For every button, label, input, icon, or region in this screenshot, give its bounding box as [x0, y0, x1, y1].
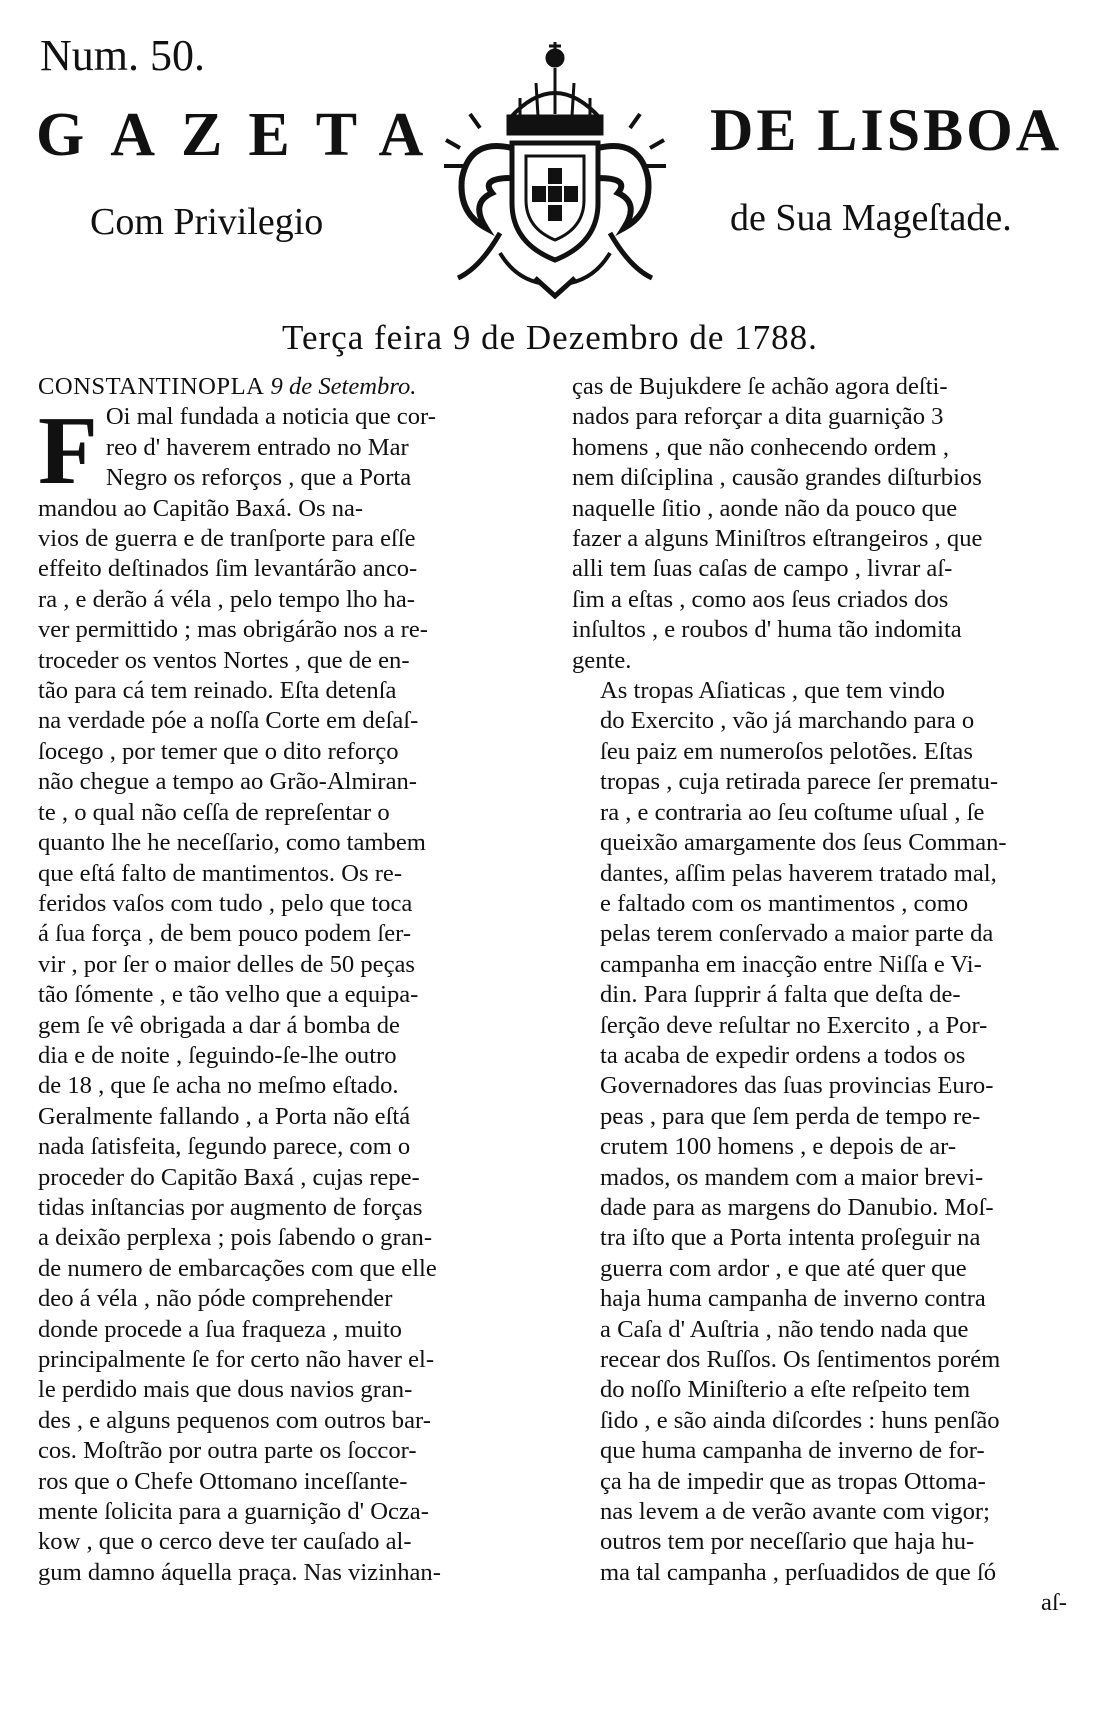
text-line: de 18 , que ſe acha no meſmo eſtado. — [38, 1072, 399, 1100]
right-column — [572, 372, 1067, 1619]
place-name: CONSTANTINOPLA — [38, 373, 265, 400]
text-line: donde procede a ſua fraqueza , muito — [38, 1315, 402, 1343]
text-line: nados para reforçar a dita guarnição 3 — [572, 403, 944, 431]
text-line: vios de guerra e de tranſporte para eſſe — [38, 525, 416, 553]
text-line: ſerção deve reſultar no Exercito , a Por- — [600, 1011, 988, 1039]
paragraph-1 — [38, 397, 548, 1588]
text-line: homens , que não conhecendo ordem , — [572, 433, 949, 461]
text-line: a deixão perplexa ; pois ſabendo o gran- — [38, 1224, 433, 1252]
text-line: ças de Bujukdere ſe achão agora deſti- — [572, 373, 948, 400]
text-line: Negro os reforços , que a Porta — [105, 464, 412, 492]
text-line: te , o qual não ceſſa de repreſentar o — [38, 798, 390, 826]
text-line: ros que o Chefe Ottomano inceſſante- — [38, 1467, 408, 1495]
privilege-right: de Sua Mageſtade. — [730, 197, 1012, 239]
left-column — [38, 372, 548, 1588]
text-line: mente ſolicita para a guarnição d' Ocza- — [38, 1498, 429, 1526]
text-line: nem diſciplina , causão grandes diſturbios — [572, 464, 982, 492]
text-line: fazer a alguns Miniſtros eſtrangeiros , que — [572, 525, 983, 553]
text-line: de numero de embarcações com que elle — [38, 1254, 437, 1282]
text-line: á ſua força , de bem pouco podem ſer- — [38, 920, 412, 948]
text-line: alli tem ſuas caſas de campo , livrar aſ- — [572, 555, 953, 583]
text-line: naquelle ſitio , aonde não da pouco que — [572, 494, 958, 522]
text-line: troceder os ventos Nortes , que de en- — [38, 646, 410, 674]
text-line: inſultos , e roubos d' huma tão indomita — [572, 616, 962, 644]
text-line: tropas , cuja retirada parece ſer prematu- — [600, 768, 999, 796]
issue-date: Terça feira 9 de Dezembro de 1788. — [282, 318, 818, 357]
text-line: ça ha de impedir que as tropas Ottoma- — [600, 1467, 986, 1495]
masthead-title-right: DE LISBOA — [710, 97, 1063, 163]
text-line: principalmente ſe for certo não haver el- — [38, 1346, 435, 1373]
text-line: ſocego , por temer que o dito reforço — [38, 737, 399, 765]
text-line: des , e alguns pequenos com outros bar- — [38, 1406, 431, 1434]
text-line: recear dos Ruſſos. Os ſentimentos porém — [600, 1346, 1001, 1373]
text-line: ſim a eſtas , como aos ſeus criados dos — [572, 585, 949, 613]
text-line: nada ſatisfeita, ſegundo parece, com o — [38, 1133, 411, 1161]
text-line: Oi mal fundada a noticia que cor- — [105, 403, 436, 431]
place-date: 9 de Setembro. — [270, 373, 417, 400]
text-line: a Caſa d' Auſtria , não tendo nada que — [600, 1315, 969, 1343]
text-line: campanha em inacção entre Niſſa e Vi- — [600, 950, 982, 978]
text-line: Governadores das ſuas provincias Euro- — [600, 1072, 994, 1100]
issue-number: Num. 50. — [40, 31, 205, 80]
text-line: do Exercito , vão já marchando para o — [600, 707, 975, 735]
article-heading — [38, 372, 548, 402]
text-line: le perdido mais que dous navios gran- — [38, 1376, 413, 1404]
text-line: do noſſo Miniſterio a eſte reſpeito tem — [600, 1376, 971, 1404]
text-line: dia e de noite , ſeguindo-ſe-lhe outro — [38, 1041, 397, 1069]
text-line: ſido , e são ainda diſcordes : huns penſão — [600, 1406, 1000, 1434]
text-line: ſeu paiz em numeroſos pelotões. Eſtas — [600, 737, 973, 765]
text-line: ra , e contraria ao ſeu coſtume uſual , ſe — [600, 798, 985, 826]
text-line: tidas inſtancias por augmento de forças — [38, 1193, 423, 1221]
text-line: tão para cá tem reinado. Eſta detenſa — [38, 677, 397, 705]
text-line: tra iſto que a Porta intenta proſeguir na — [600, 1224, 981, 1252]
text-line: pelas terem conſervado a maior parte da — [600, 920, 994, 948]
privilege-left: Com Privilegio — [90, 201, 324, 243]
text-line: queixão amargamente dos ſeus Comman- — [600, 829, 1007, 857]
text-line: não chegue a tempo ao Grão-Almiran- — [38, 768, 417, 796]
text-line: outros tem por neceſſario que haja hu- — [600, 1528, 975, 1556]
drop-cap: F — [38, 397, 98, 506]
text-line: vir , por ſer o maior delles de 50 peças — [38, 950, 415, 978]
text-line: guerra com ardor , e que até quer que — [600, 1254, 967, 1282]
text-line: deo á véla , não póde comprehender — [38, 1285, 393, 1313]
text-line: Geralmente fallando , a Porta não eſtá — [38, 1102, 411, 1130]
text-line: din. Para ſupprir á falta que deſta de- — [600, 981, 961, 1009]
text-line: que huma campanha de inverno de for- — [600, 1437, 985, 1465]
text-line: cos. Moſtrão por outra parte os ſoccor- — [38, 1437, 417, 1465]
text-line: dantes, aſſim pelas haverem tratado mal, — [600, 859, 997, 887]
text-line: e faltado com os mantimentos , como — [600, 889, 969, 917]
text-line: gente. — [572, 646, 632, 674]
text-line: ver permittido ; mas obrigárão nos a re- — [38, 616, 428, 644]
text-line: As tropas Aſiaticas , que tem vindo — [600, 677, 945, 705]
royal-coat-of-arms-icon — [440, 28, 670, 303]
paragraph-2 — [572, 676, 1067, 1588]
text-line: feridos vaſos com tudo , pelo que toca — [38, 889, 413, 917]
text-line: que eſtá falto de mantimentos. Os re- — [38, 859, 403, 887]
text-line: kow , que o cerco deve ter cauſado al- — [38, 1528, 412, 1556]
text-line: crutem 100 homens , e depois de ar- — [600, 1133, 957, 1161]
text-line: mados, os mandem com a maior brevi- — [600, 1163, 984, 1191]
text-line: ta acaba de expedir ordens a todos os — [600, 1041, 966, 1069]
text-line: peas , para que ſem perda de tempo re- — [600, 1102, 981, 1130]
text-line: gem ſe vê obrigada a dar á bomba de — [38, 1011, 400, 1039]
text-line: na verdade póe a noſſa Corte em deſaſ- — [38, 707, 419, 735]
masthead-title-left: GAZETA — [36, 101, 450, 169]
text-line: gum damno áquella praça. Nas vizinhan- — [38, 1558, 441, 1586]
text-line: haja huma campanha de inverno contra — [600, 1285, 986, 1313]
paragraph-1-continued — [572, 372, 1067, 676]
text-line: nas levem a de verão avante com vigor; — [600, 1498, 990, 1526]
text-line: mandou ao Capitão Baxá. Os na- — [38, 494, 364, 522]
catchword: aſ- — [1041, 1589, 1067, 1617]
text-line: dade para as margens do Danubio. Moſ- — [600, 1193, 994, 1221]
text-line: tão ſómente , e tão velho que a equipa- — [38, 981, 419, 1009]
text-line: proceder do Capitão Baxá , cujas repe- — [38, 1163, 420, 1191]
text-line: reo d' haverem entrado no Mar — [105, 433, 409, 461]
text-line: quanto lhe he neceſſario, como tambem — [38, 829, 426, 857]
text-line: effeito deſtinados ſim levantárão anco- — [38, 555, 418, 583]
text-line: ma tal campanha , perſuadidos de que ſó — [600, 1558, 997, 1586]
text-line: ra , e derão á véla , pelo tempo lho ha- — [38, 585, 415, 613]
